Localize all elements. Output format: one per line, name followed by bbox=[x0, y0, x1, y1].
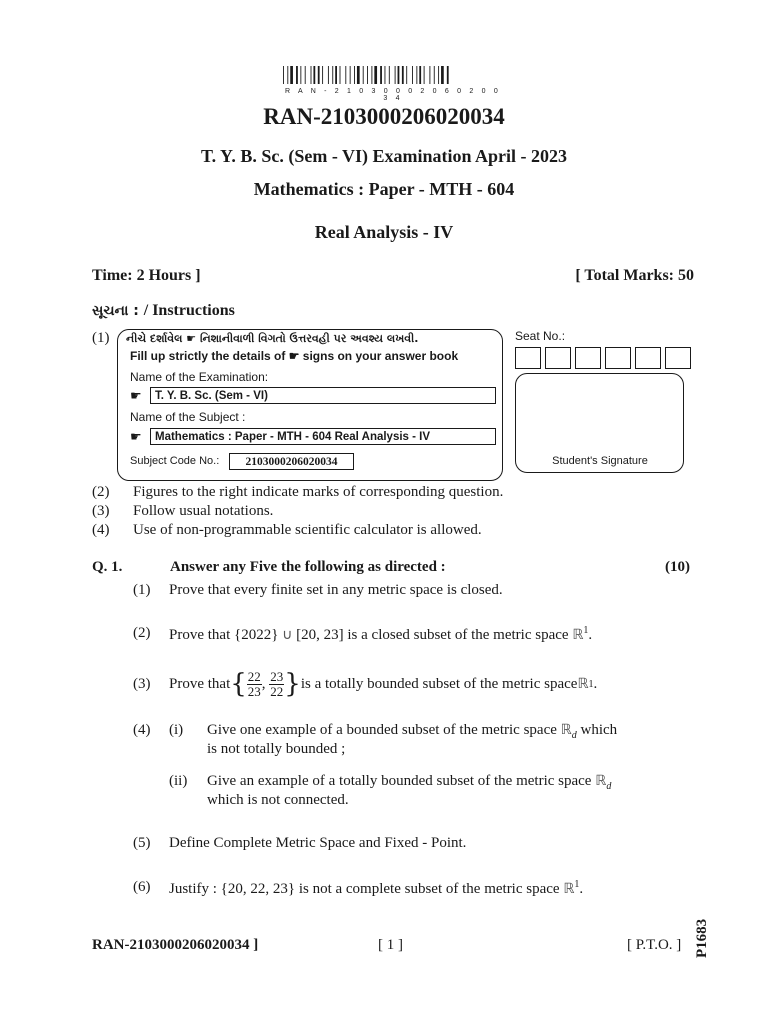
instructions-heading-english: / Instructions bbox=[143, 302, 235, 319]
part-number: (5) bbox=[133, 835, 151, 851]
side-code: P1683 bbox=[694, 918, 710, 958]
subject-name-field: Mathematics : Paper - MTH - 604 Real Analysis - IV bbox=[150, 428, 496, 445]
time-duration: Time: 2 Hours ] bbox=[92, 267, 201, 284]
part-text: Justify : {20, 22, 23} is not a complete subset of the metric space ℝ$^1$. bbox=[169, 879, 584, 897]
part-number: (4) bbox=[133, 722, 151, 738]
barcode bbox=[283, 66, 503, 84]
instruction-text: Figures to the right indicate marks of corresponding question. bbox=[133, 484, 504, 500]
subject-code-label: Subject Code No.: bbox=[130, 455, 220, 467]
footer-paper-code: RAN-2103000206020034 ] bbox=[92, 937, 259, 953]
total-marks: [ Total Marks: 50 bbox=[575, 267, 694, 284]
exam-name-field: T. Y. B. Sc. (Sem - VI) bbox=[150, 387, 496, 404]
exam-title: T. Y. B. Sc. (Sem - VI) Examination April - 2023 bbox=[200, 146, 568, 166]
part-text: Give an example of a totally bounded subset of the metric space ℝ$_d$ bbox=[207, 773, 612, 792]
hand-pointer-icon: ☛ bbox=[130, 429, 142, 444]
hand-pointer-icon: ☛ bbox=[130, 388, 142, 403]
exam-name-label: Name of the Examination: bbox=[130, 370, 269, 384]
seat-digit-box bbox=[635, 347, 661, 369]
instruction-number: (2) bbox=[92, 484, 110, 500]
seat-digit-box bbox=[545, 347, 571, 369]
part-number: (2) bbox=[133, 625, 151, 641]
part-text: is not totally bounded ; bbox=[207, 741, 346, 757]
instruction-number: (3) bbox=[92, 503, 110, 519]
part-text: Define Complete Metric Space and Fixed - Point. bbox=[169, 835, 467, 851]
instruction-number: (1) bbox=[92, 330, 110, 346]
seat-digit-box bbox=[575, 347, 601, 369]
seat-digit-box bbox=[605, 347, 631, 369]
seat-number-label: Seat No.: bbox=[515, 329, 566, 343]
subject-title: Real Analysis - IV bbox=[314, 222, 454, 242]
part-text: Give one example of a bounded subset of the metric space ℝ$_d$ which bbox=[207, 722, 618, 741]
page-number: [ 1 ] bbox=[378, 937, 403, 953]
gujarati-instruction: નીચે દર્શાવેલ ☛ નિશાનીવાળી વિગતો ઉત્તરવહી પર અવશ્ય લખવી. bbox=[126, 332, 419, 345]
instruction-text: Follow usual notations. bbox=[133, 503, 274, 519]
part-text: Prove that {2022} ∪ [20, 23] is a closed subset of the metric space ℝ$^1$. bbox=[169, 625, 593, 643]
part-number: (3) bbox=[133, 676, 151, 692]
part-text: Prove that every finite set in any metric space is closed. bbox=[169, 582, 503, 598]
instruction-text: Use of non-programmable scientific calculator is allowed. bbox=[133, 522, 482, 538]
question-marks: (10) bbox=[665, 559, 690, 575]
subject-name-label: Name of the Subject : bbox=[130, 410, 246, 424]
seat-digit-box bbox=[665, 347, 691, 369]
part-number: (6) bbox=[133, 879, 151, 895]
instructions-heading bbox=[92, 302, 235, 320]
part-text: Prove that { $\frac{22}{23}$ , $\frac{23}{22}$ } is a totally bounded subset of the metric space ℝ 1 . bbox=[169, 668, 598, 699]
signature-label: Student's Signature bbox=[552, 455, 648, 467]
subject-code-field: 2103000206020034 bbox=[229, 453, 354, 470]
instruction-number: (4) bbox=[92, 522, 110, 538]
instructions-heading-gujarati: સૂચના : bbox=[92, 303, 144, 319]
subpart-number: (i) bbox=[169, 722, 184, 738]
part-text: which is not connected. bbox=[207, 792, 349, 808]
fill-instruction: Fill up strictly the details of ☛ signs on your answer book bbox=[130, 349, 459, 363]
paper-code-title: RAN-2103000206020034 bbox=[263, 104, 505, 129]
part-number: (1) bbox=[133, 582, 151, 598]
seat-digit-box bbox=[515, 347, 541, 369]
subpart-number: (ii) bbox=[169, 773, 188, 789]
paper-title: Mathematics : Paper - MTH - 604 bbox=[253, 179, 515, 199]
pto-label: [ P.T.O. ] bbox=[627, 937, 682, 953]
question-heading: Answer any Five the following as directed : bbox=[170, 559, 446, 575]
barcode-number: R A N - 2 1 0 3 0 0 0 2 0 6 0 2 0 0 3 4 bbox=[285, 88, 501, 102]
question-number: Q. 1. bbox=[92, 559, 123, 575]
